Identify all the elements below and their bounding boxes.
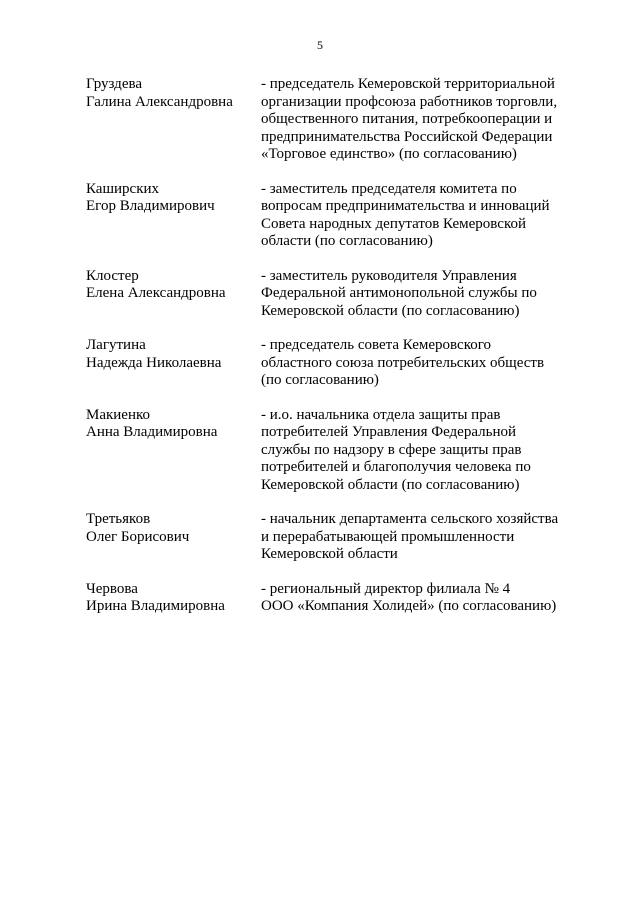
member-given-name: Егор Владимирович [86, 198, 215, 214]
member-given-name: Елена Александровна [86, 285, 226, 301]
member-name [86, 407, 261, 495]
member-surname: Груздева [86, 76, 143, 92]
member-position: - председатель Кемеровской территориальной организации профсоюза работников торговли, общественного питания, потребкооперации и предпринимательства Российской Федерации «Торговое единство» (по согласованию) [261, 76, 558, 162]
member-given-name: Олег Борисович [86, 528, 190, 545]
member-entry [86, 337, 576, 390]
member-list [86, 76, 576, 616]
member-position: - заместитель председателя комитета по вопросам предпринимательства и инноваций Совета народных депутатов Кемеровской области (по согласованию) [261, 180, 550, 249]
member-position: - региональный директор филиала № 4 ООО «Компания Холидей» (по согласованию) [261, 580, 557, 614]
member-name [86, 268, 261, 321]
member-entry [86, 581, 576, 616]
member-entry [86, 268, 576, 321]
member-given-name: Анна Владимировна [86, 424, 218, 440]
member-surname: Макиенко [86, 406, 151, 423]
member-given-name: Ирина Владимировна [86, 598, 225, 614]
member-name [86, 581, 261, 616]
member-surname: Клостер [86, 267, 139, 284]
member-surname: Третьяков [86, 511, 151, 527]
member-name [86, 76, 261, 164]
member-position: - председатель совета Кемеровского областного союза потребительских обществ (по согласованию) [261, 337, 545, 388]
member-given-name: Галина Александровна [86, 93, 233, 110]
member-given-name: Надежда Николаевна [86, 354, 222, 371]
member-surname: Каширских [86, 180, 160, 197]
member-position: - заместитель руководителя Управления Федеральной антимонопольной службы по Кемеровской области (по согласованию) [261, 267, 537, 319]
member-entry [86, 407, 576, 495]
member-surname: Червова [86, 580, 138, 597]
member-name [86, 181, 261, 251]
member-entry [86, 76, 576, 164]
page-number: 5 [317, 38, 323, 52]
member-entry [86, 181, 576, 251]
member-name [86, 511, 261, 564]
member-surname: Лагутина [86, 337, 146, 353]
member-position: - начальник департамента сельского хозяйства и перерабатывающей промышленности Кемеровской области [261, 511, 559, 562]
member-position: - и.о. начальника отдела защиты прав потребителей Управления Федеральной службы по надзору в сфере защиты прав потребителей и благополучия человека по Кемеровской области (по согласованию) [261, 406, 531, 493]
member-name [86, 337, 261, 390]
member-entry [86, 511, 576, 564]
